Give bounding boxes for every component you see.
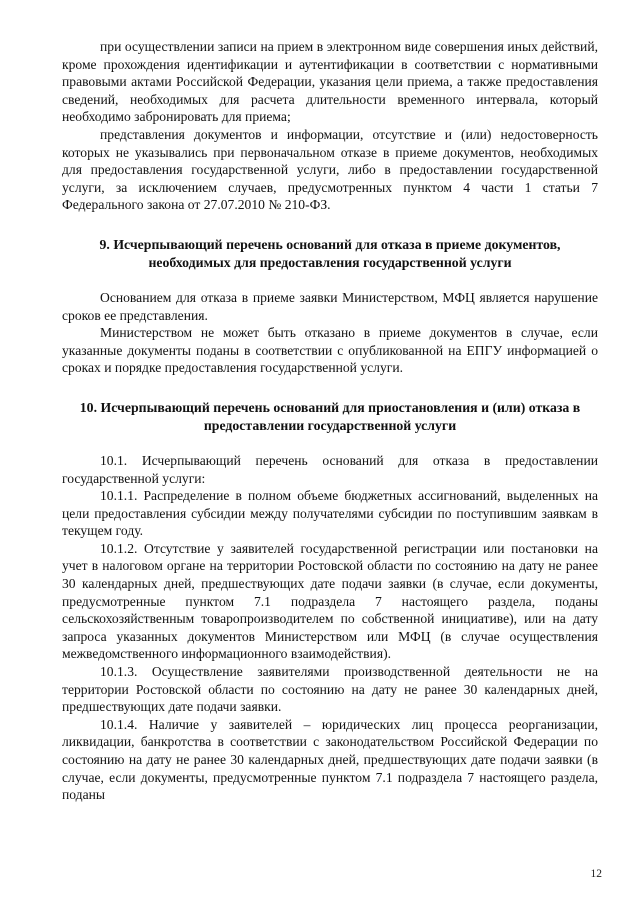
paragraph-10-1-3: 10.1.3. Осуществление заявителями производственной деятельности не на территории Ростовской области по состоянию на дату не ранее 30 календарных дней, предшествующих дате подачи заявки. — [62, 664, 598, 715]
paragraph-10-1-1: 10.1.1. Распределение в полном объеме бюджетных ассигнований, выделенных на цели предоставления субсидии между получателями субсидии по поступившим заявкам в текущем году. — [62, 488, 598, 539]
section-9-paragraph-2: Министерством не может быть отказано в приеме документов в случае, если указанные документы поданы в соответствии с опубликованной на ЕПГУ информацией о сроках и порядке предоставления государственной услуги. — [62, 325, 598, 376]
paragraph-electronic-record: при осуществлении записи на прием в электронном виде совершения иных действий, кроме прохождения идентификации и аутентификации в соответствии с нормативными правовыми актами Российской Федерации, указания цели приема, а также предоставления сведений, необходимых для расчета длительности временного интервала, который необходимо забронировать для приема; — [62, 39, 598, 125]
paragraph-10-1-2: 10.1.2. Отсутствие у заявителей государственной регистрации или постановки на учет в налоговом органе на территории Ростовской области по состоянию на дату не ранее 30 календарных дней, предшествующих дате подачи заявки (в случае, если документы, предусмотренные пунктом 7.1 подраздела 7 настоящего раздела, поданы сельскохозяйственным товаропроизводителем по собственной инициативе), или на дату запроса указанных документов Министерством или МФЦ (в случае осуществления межведомственного информационного взаимодействия). — [62, 540, 598, 662]
page-number: 12 — [590, 868, 602, 880]
paragraph-10-1-4: 10.1.4. Наличие у заявителей – юридических лиц процесса реорганизации, ликвидации, банкротства в соответствии с законодательством Российской Федерации по состоянию на дату не ранее 30 календарных дней, предшествующих дате подачи заявки (в случае, если документы, предусмотренные пунктом 7.1 подраздела 7 настоящего раздела, поданы — [62, 716, 598, 803]
paragraph-documents-info: представления документов и информации, отсутствие и (или) недостоверность которых не указывались при первоначальном отказе в приеме документов, необходимых для предоставления государственной услуги, либо в предоставлении государственной услуги, за исключением случаев, предусмотренных пунктом 4 части 1 статьи 7 Федерального закона от 27.07.2010 № 210-ФЗ. — [62, 126, 598, 213]
section-9-heading: 9. Исчерпывающий перечень оснований для отказа в приеме документов, необходимых для предоставления государственной услуги — [99, 236, 561, 270]
section-9-paragraph-1: Основанием для отказа в приеме заявки Министерством, МФЦ является нарушение сроков ее представления. — [62, 289, 598, 323]
paragraph-10-1: 10.1. Исчерпывающий перечень оснований для отказа в предоставлении государственной услуги: — [62, 452, 598, 486]
section-10-heading: 10. Исчерпывающий перечень оснований для приостановления и (или) отказа в предоставлении государственной услуги — [79, 399, 581, 433]
